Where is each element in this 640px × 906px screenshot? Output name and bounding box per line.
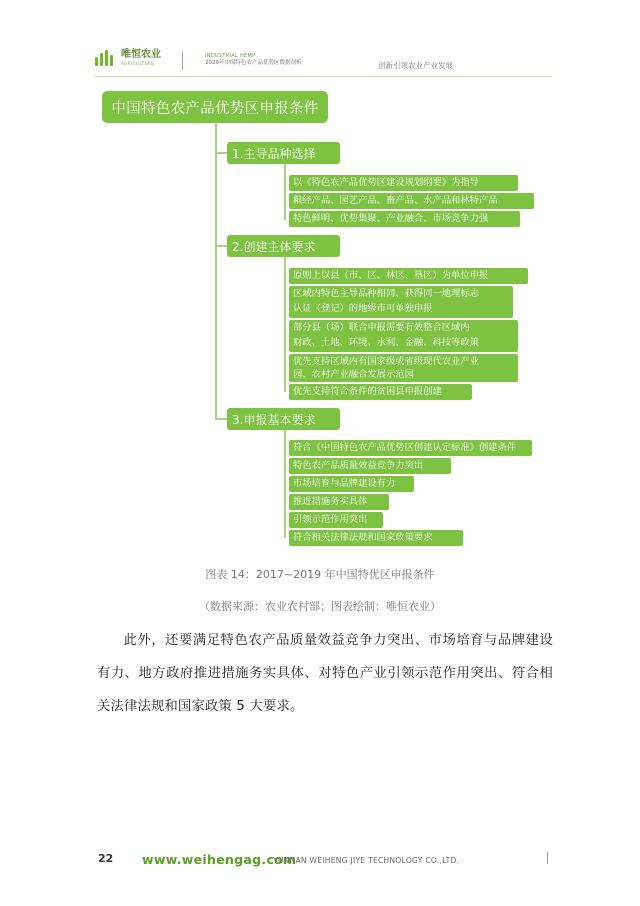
body-paragraph: 此外，还要满足特色农产品质量效益竞争力突出、市场培育与品牌建设有力、地方政府推进措施务实具体、对特色产业引领示范作用突出、符合相关法律法规和国家政策 5 大要求。: [97, 633, 553, 714]
category-node-3: 3.申报基本要求: [227, 408, 340, 430]
header-divider: [182, 52, 183, 70]
category-3-item-2: 特色农产品质量效益竞争力突出: [289, 458, 451, 474]
category-2-item-4-line-1: 优先支持区域内有国家级或省级现代农业产业: [293, 356, 479, 367]
company-logo: [95, 50, 161, 66]
branch-connector-1: [215, 152, 227, 154]
logo-english-text: AGRICULTURE: [121, 61, 155, 66]
category-2-item-2: [289, 286, 513, 318]
leaf-connector-3: [284, 430, 286, 538]
category-node-1: 1.主导品种选择: [227, 142, 340, 164]
header-rule: [95, 76, 552, 77]
category-2-item-3-line-2: 财政、土地、环境、水利、金融、科技等政策: [293, 337, 479, 348]
figure-source: （数据来源：农业农村部；图表绘制：唯恒农业）: [199, 600, 441, 613]
header-subtitle-cn: 2020年中国特色农产品优势区数据剖析: [205, 59, 302, 66]
category-2-item-4-line-2: 园、农村产业融合发展示范园: [293, 369, 414, 380]
category-2-item-1: 原则上以县（市、区、林区、垦区）为单位申报: [289, 268, 528, 284]
diagram-root-node: 中国特色农产品优势区申报条件: [102, 91, 328, 123]
category-1-item-3: 特色鲜明、优势集聚、产业融合、市场竞争力强: [289, 211, 520, 227]
category-1-item-1: 以《特色农产品优势区建设规划纲要》为指导: [289, 175, 518, 191]
leaf-connector-1: [284, 164, 286, 220]
trunk-connector: [215, 123, 217, 419]
footer-website-link[interactable]: www.weihengag.com: [142, 852, 297, 867]
category-3-item-4: 推进措施务实具体: [289, 494, 389, 510]
footer-divider: [547, 852, 548, 864]
category-2-item-4: [289, 354, 518, 382]
category-1-item-2: 粮经产品、园艺产品、畜产品、水产品和林特产品: [289, 193, 534, 209]
branch-connector-2: [215, 245, 227, 247]
category-3-item-1: 符合《中国特色农产品优势区创建认定标准》创建条件: [289, 440, 532, 456]
footer-company-name: YUNNAN WEIHENG JIYE TECHNOLOGY CO.,LTD.: [273, 856, 460, 865]
category-2-item-5: 优先支持符合条件的贫困县申报创建: [289, 384, 472, 400]
branch-connector-3: [215, 418, 227, 420]
category-2-item-3: [289, 320, 518, 352]
leaf-logo-icon: [95, 50, 117, 66]
category-3-item-5: 引领示范作用突出: [289, 512, 383, 528]
logo-chinese-text: 唯恒农业: [121, 49, 161, 60]
header-subtitle: [205, 54, 302, 66]
category-2-item-2-line-1: 区域内特色主导品种相同、获得同一地理标志: [293, 288, 479, 299]
category-2-item-3-line-1: 部分县（场）联合申报需要有效整合区域内: [293, 322, 470, 333]
category-3-item-3: 市场培育与品牌建设有力: [289, 476, 414, 492]
category-2-item-2-line-2: 认证（登记）的地级市可单独申报: [293, 303, 433, 314]
leaf-connector-2: [284, 257, 286, 392]
header-subtitle-en: INDUSTRIAL HEMP: [205, 53, 256, 59]
category-3-item-6: 符合相关法律法规和国家政策要求: [289, 530, 463, 546]
figure-caption: 图表 14：2017~2019 年中国特优区申报条件: [205, 568, 435, 581]
header-slogan: 创新引领农业产业发展: [378, 61, 453, 70]
page-number: 22: [98, 852, 114, 865]
category-node-2: 2.创建主体要求: [227, 235, 340, 257]
